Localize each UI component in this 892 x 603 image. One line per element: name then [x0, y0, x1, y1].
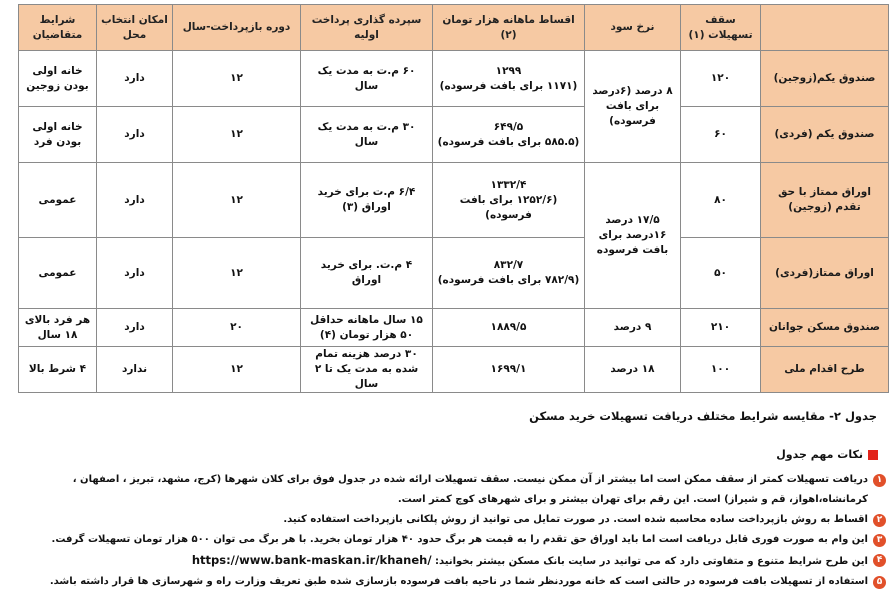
table-caption: جدول ۲- مقایسه شرایط مختلف دریافت تسهیلات خرید مسکن [529, 409, 877, 423]
conditions-cell: خانه اولی بودن زوجین [19, 51, 97, 107]
cap-cell: ۶۰ [681, 107, 761, 163]
period-cell: ۱۲ [173, 238, 301, 309]
installment-cell [433, 107, 585, 163]
choice-cell: دارد [97, 238, 173, 309]
cap-cell: ۸۰ [681, 163, 761, 238]
header-installment: اقساط ماهانه هزار تومان (۲) [433, 5, 585, 51]
note-text: استفاده از تسهیلات بافت فرسوده در حالتی است که خانه موردنظر شما در ناحیه بافت فرسوده بازسازی شده طبق تعریف وزارت راه و شهرسازی ها قرار داشته باشد. [49, 576, 868, 587]
installment-value: ۱۲۹۹ [495, 64, 522, 77]
number-badge-icon: ۱ [873, 474, 886, 487]
cap-cell: ۱۰۰ [681, 347, 761, 393]
header-period: دوره بازپرداخت-سال [173, 5, 301, 51]
note-item [6, 572, 886, 592]
conditions-cell: خانه اولی بودن فرد [19, 107, 97, 163]
header-choice: امکان انتخاب محل [97, 5, 173, 51]
table-row [19, 347, 889, 393]
notes-title-text: نکات مهم جدول [776, 448, 863, 461]
cap-cell: ۱۲۰ [681, 51, 761, 107]
header-conditions: شرایط متقاضیان [19, 5, 97, 51]
table-row [19, 107, 889, 163]
table-row [19, 238, 889, 309]
cap-cell: ۵۰ [681, 238, 761, 309]
row-label: صندوق مسکن جوانان [761, 309, 889, 347]
installment-worn-value: (۱۲۵۲/۶ برای بافت فرسوده) [459, 193, 558, 221]
bank-maskan-link[interactable]: https://www.bank-maskan.ir/khaneh/ [191, 553, 432, 567]
cap-cell: ۲۱۰ [681, 309, 761, 347]
number-badge-icon: ۲ [873, 514, 886, 527]
deposit-cell: ۳۰ م.ت به مدت یک سال [301, 107, 433, 163]
row-label: اوراق ممتاز(فردی) [761, 238, 889, 309]
deposit-cell: ۴ م.ت. برای خرید اوراق [301, 238, 433, 309]
table-row [19, 163, 889, 238]
header-corner [761, 5, 889, 51]
notes-heading [776, 448, 878, 461]
choice-cell: دارد [97, 51, 173, 107]
conditions-cell: عمومی [19, 238, 97, 309]
installment-worn-value: (۷۸۲/۹ برای بافت فرسوده) [437, 274, 580, 286]
header-rate: نرخ سود [585, 5, 681, 51]
note-text: این طرح شرایط متنوع و متفاوتی دارد که می توانید در سایت بانک مسکن بیشتر بخوانید: [435, 556, 868, 567]
choice-cell: ندارد [97, 347, 173, 393]
deposit-cell: ۱۵ سال ماهانه حداقل ۵۰ هزار تومان (۴) [301, 309, 433, 347]
period-cell: ۱۲ [173, 347, 301, 393]
note-text: دریافت تسهیلات کمتر از سقف ممکن است اما بیشتر از آن ممکن نیست. سقف تسهیلات ارائه شده در جدول فوق برای کلان شهرها (کرج، مشهد، تبریز ، اصفهان ، کرمانشاه،اهواز، قم و شیراز) است. این رقم برای تهران بیشتر و برای شهرهای کوچ کمتر است. [72, 474, 868, 505]
number-badge-icon: ۵ [873, 576, 886, 589]
rate-cell-group-b: ۱۷/۵ درصد ۱۶درصد برای بافت فرسوده [585, 163, 681, 309]
conditions-cell: عمومی [19, 163, 97, 238]
period-cell: ۱۲ [173, 51, 301, 107]
note-item [6, 530, 886, 550]
conditions-cell: هر فرد بالای ۱۸ سال [19, 309, 97, 347]
installment-value: ۶۴۹/۵ [493, 120, 524, 133]
installment-cell: ۱۸۸۹/۵ [433, 309, 585, 347]
mortgage-comparison-table [18, 4, 889, 393]
installment-cell [433, 51, 585, 107]
row-label: اوراق ممتاز با حق تقدم (زوجین) [761, 163, 889, 238]
number-badge-icon: ۴ [873, 554, 886, 567]
notes-list [6, 470, 886, 592]
period-cell: ۱۲ [173, 163, 301, 238]
note-text: این وام به صورت فوری قابل دریافت است اما باید اوراق حق تقدم را به قیمت هر برگ حدود ۴۰ هزار تومان بخرید. با هر برگ می توان ۵۰۰ هزار تومان تسهیلات گرفت. [51, 534, 868, 545]
note-item [6, 470, 886, 510]
red-square-icon [868, 450, 878, 460]
header-cap: سقف تسهیلات (۱) [681, 5, 761, 51]
table-row [19, 51, 889, 107]
note-item [6, 550, 886, 572]
note-text: اقساط به روش بازپرداخت ساده محاسبه شده است. در صورت تمایل می توانید از روش پلکانی بازپرداخت استفاده کنید. [283, 514, 868, 525]
choice-cell: دارد [97, 163, 173, 238]
row-label: صندوق یکم(زوجین) [761, 51, 889, 107]
installment-cell: ۱۶۹۹/۱ [433, 347, 585, 393]
note-item [6, 510, 886, 530]
choice-cell: دارد [97, 107, 173, 163]
rate-cell: ۱۸ درصد [585, 347, 681, 393]
rate-cell-group-a: ۸ درصد (۶درصد برای بافت فرسوده) [585, 51, 681, 163]
deposit-cell: ۶/۴ م.ت برای خرید اوراق (۳) [301, 163, 433, 238]
installment-worn-value: (۱۱۷۱ برای بافت فرسوده) [439, 79, 578, 92]
number-badge-icon: ۳ [873, 534, 886, 547]
header-deposit: سپرده گذاری پرداخت اولیه [301, 5, 433, 51]
choice-cell: دارد [97, 309, 173, 347]
installment-cell [433, 238, 585, 309]
installment-value: ۱۳۳۲/۴ [490, 178, 527, 191]
installment-cell [433, 163, 585, 238]
period-cell: ۱۲ [173, 107, 301, 163]
deposit-cell: ۳۰ درصد هزینه تمام شده به مدت یک تا ۲ سال [301, 347, 433, 393]
rate-cell: ۹ درصد [585, 309, 681, 347]
conditions-cell: ۴ شرط بالا [19, 347, 97, 393]
installment-value: ۸۳۲/۷ [493, 259, 524, 271]
installment-worn-value: (۵۸۵.۵ برای بافت فرسوده) [437, 135, 580, 148]
period-cell: ۲۰ [173, 309, 301, 347]
row-label: صندوق یکم (فردی) [761, 107, 889, 163]
table-row [19, 309, 889, 347]
row-label: طرح اقدام ملی [761, 347, 889, 393]
deposit-cell: ۶۰ م.ت به مدت یک سال [301, 51, 433, 107]
